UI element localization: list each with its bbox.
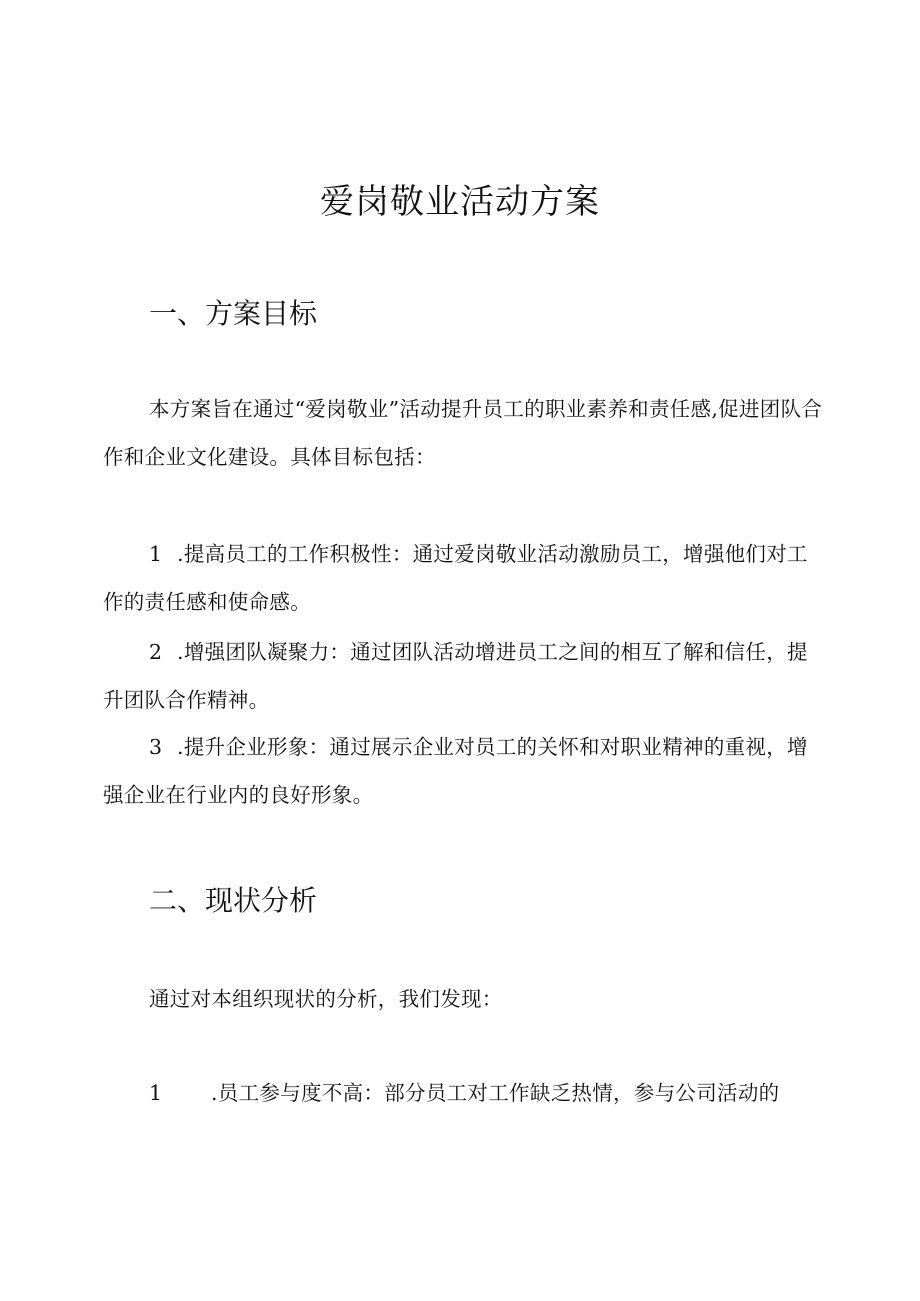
list-item [103,723,823,819]
list-item-text: .提高员工的工作积极性：通过爱岗敬业活动激励员工，增强他们对工作的责任感和使命感。 [103,542,808,614]
list-item [103,530,823,626]
document-title: 爱岗敬业活动方案 [320,182,600,222]
section-intro-analysis: 通过对本组织现状的分析，我们发现： [149,987,503,1011]
list-item [103,1069,823,1117]
section-heading-goals: 一、方案目标 [149,297,318,330]
list-item [103,628,823,724]
list-item-number: 1 [149,1081,163,1105]
list-item-text: .提升企业形象：通过展示企业对员工的关怀和对职业精神的重视，增强企业在行业内的良好形象。 [103,735,808,807]
list-item-number: 1 [149,542,163,566]
section-intro-goals: 本方案旨在通过“爱岗敬业”活动提升员工的职业素养和责任感,促进团队合作和企业文化建设。具体目标包括： [103,397,823,469]
list-item-number: 2 [149,640,163,664]
list-item-number: 3 [149,735,163,759]
list-item-text: .增强团队凝聚力：通过团队活动增进员工之间的相互了解和信任，提升团队合作精神。 [103,640,808,712]
section-heading-analysis: 二、现状分析 [149,884,318,917]
list-item-text: .员工参与度不高：部分员工对工作缺乏热情，参与公司活动的 [211,1081,780,1105]
